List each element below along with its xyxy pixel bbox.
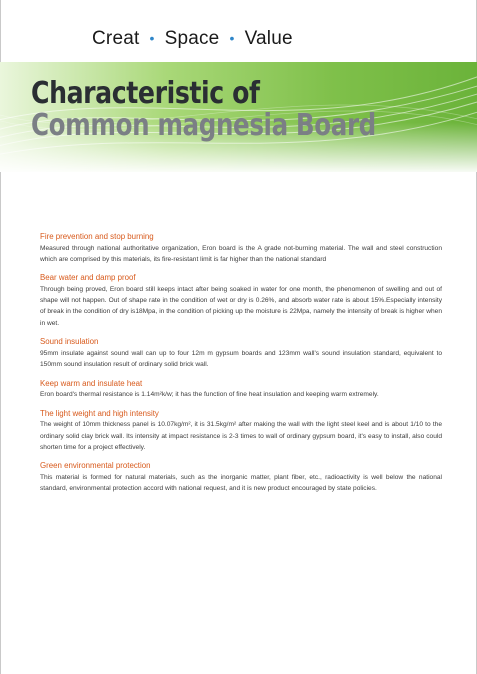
tagline-word-creat: Creat xyxy=(92,28,140,49)
bullet-separator-icon: • xyxy=(149,30,155,46)
section-fire-prevention xyxy=(40,231,442,265)
section-water-proof xyxy=(40,272,442,328)
section-body: Eron board's thermal resistance is 1.14m²k/w; it has the function of fine heat insulation and keeping warm extremely. xyxy=(40,391,379,399)
section-body: The weight of 10mm thickness panel is 10.07kg/m², it is 31.5kg/m² after making the wall with the light steel keel and is about 1/10 to the ordinary solid clay brick wall. Its intensity at impact resistance is 2-3 times to wall of ordinary gypsum board, it's easy to install, also could shorten time for a project effectively. xyxy=(40,421,442,451)
section-heading: Bear water and damp proof xyxy=(40,273,136,283)
tagline-word-value: Value xyxy=(244,28,293,49)
section-heat-insulation xyxy=(40,378,442,401)
section-body: Measured through national authoritative organization, Eron board is the A grade not-burning material. The wall and steel construction which are comprised by this materials, its fire-resistant limit is far higher than the national standard xyxy=(40,244,442,263)
section-light-weight xyxy=(40,408,442,453)
section-heading: Sound insulation xyxy=(40,337,99,347)
tagline xyxy=(92,28,293,50)
section-heading: Green environmental protection xyxy=(40,461,151,471)
page-title-line-2: Common magnesia Board xyxy=(31,108,376,143)
section-body: Through being proved, Eron board still keeps intact after being soaked in water for one month, the phenomenon of swelling and out of shape will not happen. Out of shape rate in the condition of wet or dry is 0.26%, and absorb water rate is about 15%.Especially intensity of break in the condition of dry is18Mpa, in the condition of picking up the moisture is 22Mpa, namely the intensity of break is higher when in wet. xyxy=(40,285,442,327)
section-heading: The light weight and high intensity xyxy=(40,408,159,418)
section-heading: Fire prevention and stop burning xyxy=(40,232,154,241)
section-sound-insulation xyxy=(40,336,442,370)
section-green-protection xyxy=(40,460,442,494)
bullet-separator-icon: • xyxy=(229,30,235,46)
tagline-word-space: Space xyxy=(164,28,220,49)
section-body: This material is formed for natural materials, such as the inorganic matter, plant fiber, etc., radioactivity is well below the national standard, environmental protection accord with national request, and it is new product encouraged by state policies. xyxy=(40,473,442,493)
section-body: 95mm insulate against sound wall can up to four 12m m gypsum boards and 123mm wall's sound insulation standard, equivalent to 150mm sound insulation result of ordinary solid brick wall. xyxy=(40,349,442,368)
content-body xyxy=(40,231,442,502)
page-title-line-1: Characteristic of xyxy=(31,76,260,111)
section-heading: Keep warm and insulate heat xyxy=(40,378,143,388)
